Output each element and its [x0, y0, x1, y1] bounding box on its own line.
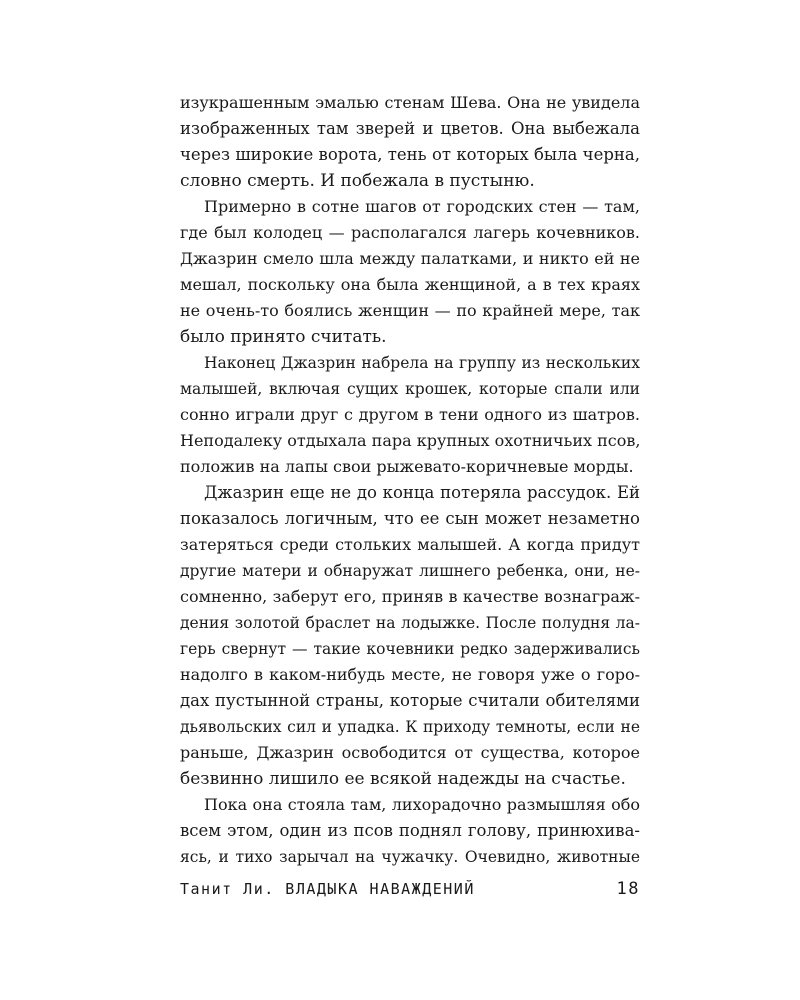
text-line: Неподалеку отдыхала пара крупных охотничьих псов,	[180, 431, 641, 450]
body-text	[180, 90, 640, 870]
text-line: сомненно, заберут его, приняв в качестве вознаграж-	[180, 587, 640, 606]
text-line: надолго в каком-нибудь месте, не говоря уже о горо-	[180, 665, 640, 684]
text-line: затеряться среди стольких малышей. А когда придут	[180, 535, 640, 554]
text-line: было принято считать.	[180, 327, 387, 347]
paragraph-first-line: Наконец Джазрин набрела на группу из нескольких	[204, 354, 640, 372]
text-line: ясь, и тихо зарычал на чужачку. Очевидно, животные	[180, 848, 640, 866]
running-title: Танит Ли. ВЛАДЫКА НАВАЖДЕНИЙ	[180, 880, 475, 898]
text-line: не очень-то боялись женщин — по крайней мере, так	[180, 301, 640, 320]
text-line: сонно играли друг с другом в тени одного из шатров.	[180, 405, 640, 424]
paragraph-first-line: Примерно в сотне шагов от городских стен — там,	[204, 197, 640, 216]
text-line: через широкие ворота, тень от которых была черна,	[180, 145, 640, 164]
text-line: положив на лапы свои рыжевато-коричневые морды.	[180, 457, 634, 476]
text-line: где был колодец — располагался лагерь кочевников.	[180, 223, 640, 242]
text-line: безвинно лишило ее всякой надежды на счастье.	[180, 769, 626, 789]
text-line: мешал, поскольку она была женщиной, а в тех краях	[180, 275, 640, 294]
text-line: изображенных там зверей и цветов. Она выбежала	[180, 119, 640, 138]
text-line: раньше, Джазрин освободится от существа, которое	[180, 743, 640, 762]
text-line: Джазрин смело шла между палатками, и никто ей не	[180, 249, 640, 268]
text-line: другие матери и обнаружат лишнего ребенка, они, не-	[180, 562, 640, 580]
text-line: дьявольских сил и упадка. К приходу темноты, если не	[180, 718, 640, 736]
text-line: показалось логичным, что ее сын может незаметно	[180, 509, 640, 528]
text-line: изукрашенным эмалью стенам Шева. Она не увидела	[180, 93, 640, 112]
text-line: малышей, включая сущих крошек, которые спали или	[180, 380, 640, 398]
paragraph-first-line: Джазрин еще не до конца потеряла рассудок. Ей	[204, 483, 640, 502]
text-line: дения золотой браслет на лодыжке. После полудня ла-	[180, 614, 640, 632]
text-line: дах пустынной страны, которые считали обителями	[180, 691, 640, 710]
text-line: всем этом, один из псов поднял голову, принюхива-	[180, 821, 640, 840]
text-line: словно смерть. И побежала в пустыню.	[180, 171, 535, 191]
text-line: герь свернут — такие кочевники редко задерживались	[180, 640, 640, 658]
paragraph-first-line: Пока она стояла там, лихорадочно размышляя обо	[204, 795, 640, 814]
page-number: 18	[616, 879, 640, 899]
page-footer	[180, 876, 640, 902]
